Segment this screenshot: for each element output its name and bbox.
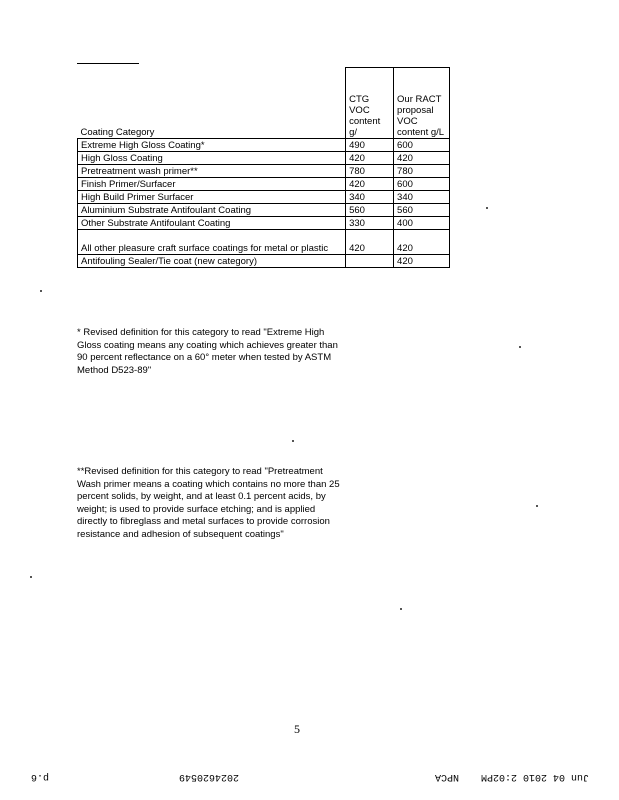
footnote-extreme-high-gloss xyxy=(77,327,347,377)
table-row xyxy=(78,230,450,255)
row-ract-value: 400 xyxy=(394,217,450,230)
row-category: Aluminium Substrate Antifoulant Coating xyxy=(78,204,346,217)
table-top-rule xyxy=(77,63,139,64)
row-ract-value: 420 xyxy=(394,230,450,255)
table-row xyxy=(78,191,450,204)
table-header-row xyxy=(78,68,450,139)
row-ctg-value: 420 xyxy=(346,152,394,165)
table-row xyxy=(78,139,450,152)
table-row xyxy=(78,165,450,178)
row-ctg-value: 340 xyxy=(346,191,394,204)
scan-speck xyxy=(486,207,488,209)
scan-speck xyxy=(519,346,521,348)
row-ract-value: 600 xyxy=(394,178,450,191)
scan-speck xyxy=(400,608,402,610)
row-ctg-value: 420 xyxy=(346,178,394,191)
fax-sender: NPCA xyxy=(434,771,459,782)
row-ctg-value: 780 xyxy=(346,165,394,178)
header-coating-category: Coating Category xyxy=(78,68,346,139)
row-ctg-value: 330 xyxy=(346,217,394,230)
row-ctg-value xyxy=(346,255,394,268)
row-category: All other pleasure craft surface coatings for metal or plastic xyxy=(78,230,346,255)
fax-date: Jun 04 2010 2:02PM xyxy=(480,771,589,782)
row-category: High Build Primer Surfacer xyxy=(78,191,346,204)
row-ract-value: 780 xyxy=(394,165,450,178)
footnote-text: * Revised definition for this category to read "Extreme High Gloss coating means any coating which achieves greater than 90 percent reflectance on a 60° meter when tested by ASTM Method D523-89" xyxy=(77,327,338,376)
footnote-text: **Revised definition for this category to read "Pretreatment Wash primer means a coating which contains no more than 25 percent solids, by weight, and at least 0.1 percent acids, by weight; is used to provide surface etching; and is applied directly to fibreglass and metal surfaces to provide corrosion resistance and adhesion of subsequent coatings" xyxy=(77,466,340,540)
scan-speck xyxy=(292,440,294,442)
scan-speck xyxy=(30,576,32,578)
scan-speck xyxy=(536,505,538,507)
row-category: Other Substrate Antifoulant Coating xyxy=(78,217,346,230)
fax-page: p.6 xyxy=(30,771,49,782)
row-category: Finish Primer/Surfacer xyxy=(78,178,346,191)
table-row xyxy=(78,178,450,191)
header-ctg-voc: CTG VOC content g/ xyxy=(346,68,394,139)
table-row xyxy=(78,255,450,268)
row-category: High Gloss Coating xyxy=(78,152,346,165)
table-row xyxy=(78,204,450,217)
row-category: Antifouling Sealer/Tie coat (new category) xyxy=(78,255,346,268)
table-row xyxy=(78,152,450,165)
row-ctg-value: 420 xyxy=(346,230,394,255)
fax-number: 2024620549 xyxy=(178,771,239,782)
fax-header-line xyxy=(0,768,619,782)
row-category: Pretreatment wash primer** xyxy=(78,165,346,178)
row-ract-value: 420 xyxy=(394,255,450,268)
footnote-pretreatment-wash-primer xyxy=(77,466,347,541)
row-ract-value: 600 xyxy=(394,139,450,152)
scan-speck xyxy=(40,290,42,292)
table-row xyxy=(78,217,450,230)
row-ract-value: 340 xyxy=(394,191,450,204)
row-ctg-value: 560 xyxy=(346,204,394,217)
voc-table xyxy=(77,67,450,268)
row-ract-value: 560 xyxy=(394,204,450,217)
row-ctg-value: 490 xyxy=(346,139,394,152)
page-number: 5 xyxy=(294,722,300,736)
header-ract-voc: Our RACT proposal VOC content g/L xyxy=(394,68,450,139)
row-ract-value: 420 xyxy=(394,152,450,165)
row-category: Extreme High Gloss Coating* xyxy=(78,139,346,152)
